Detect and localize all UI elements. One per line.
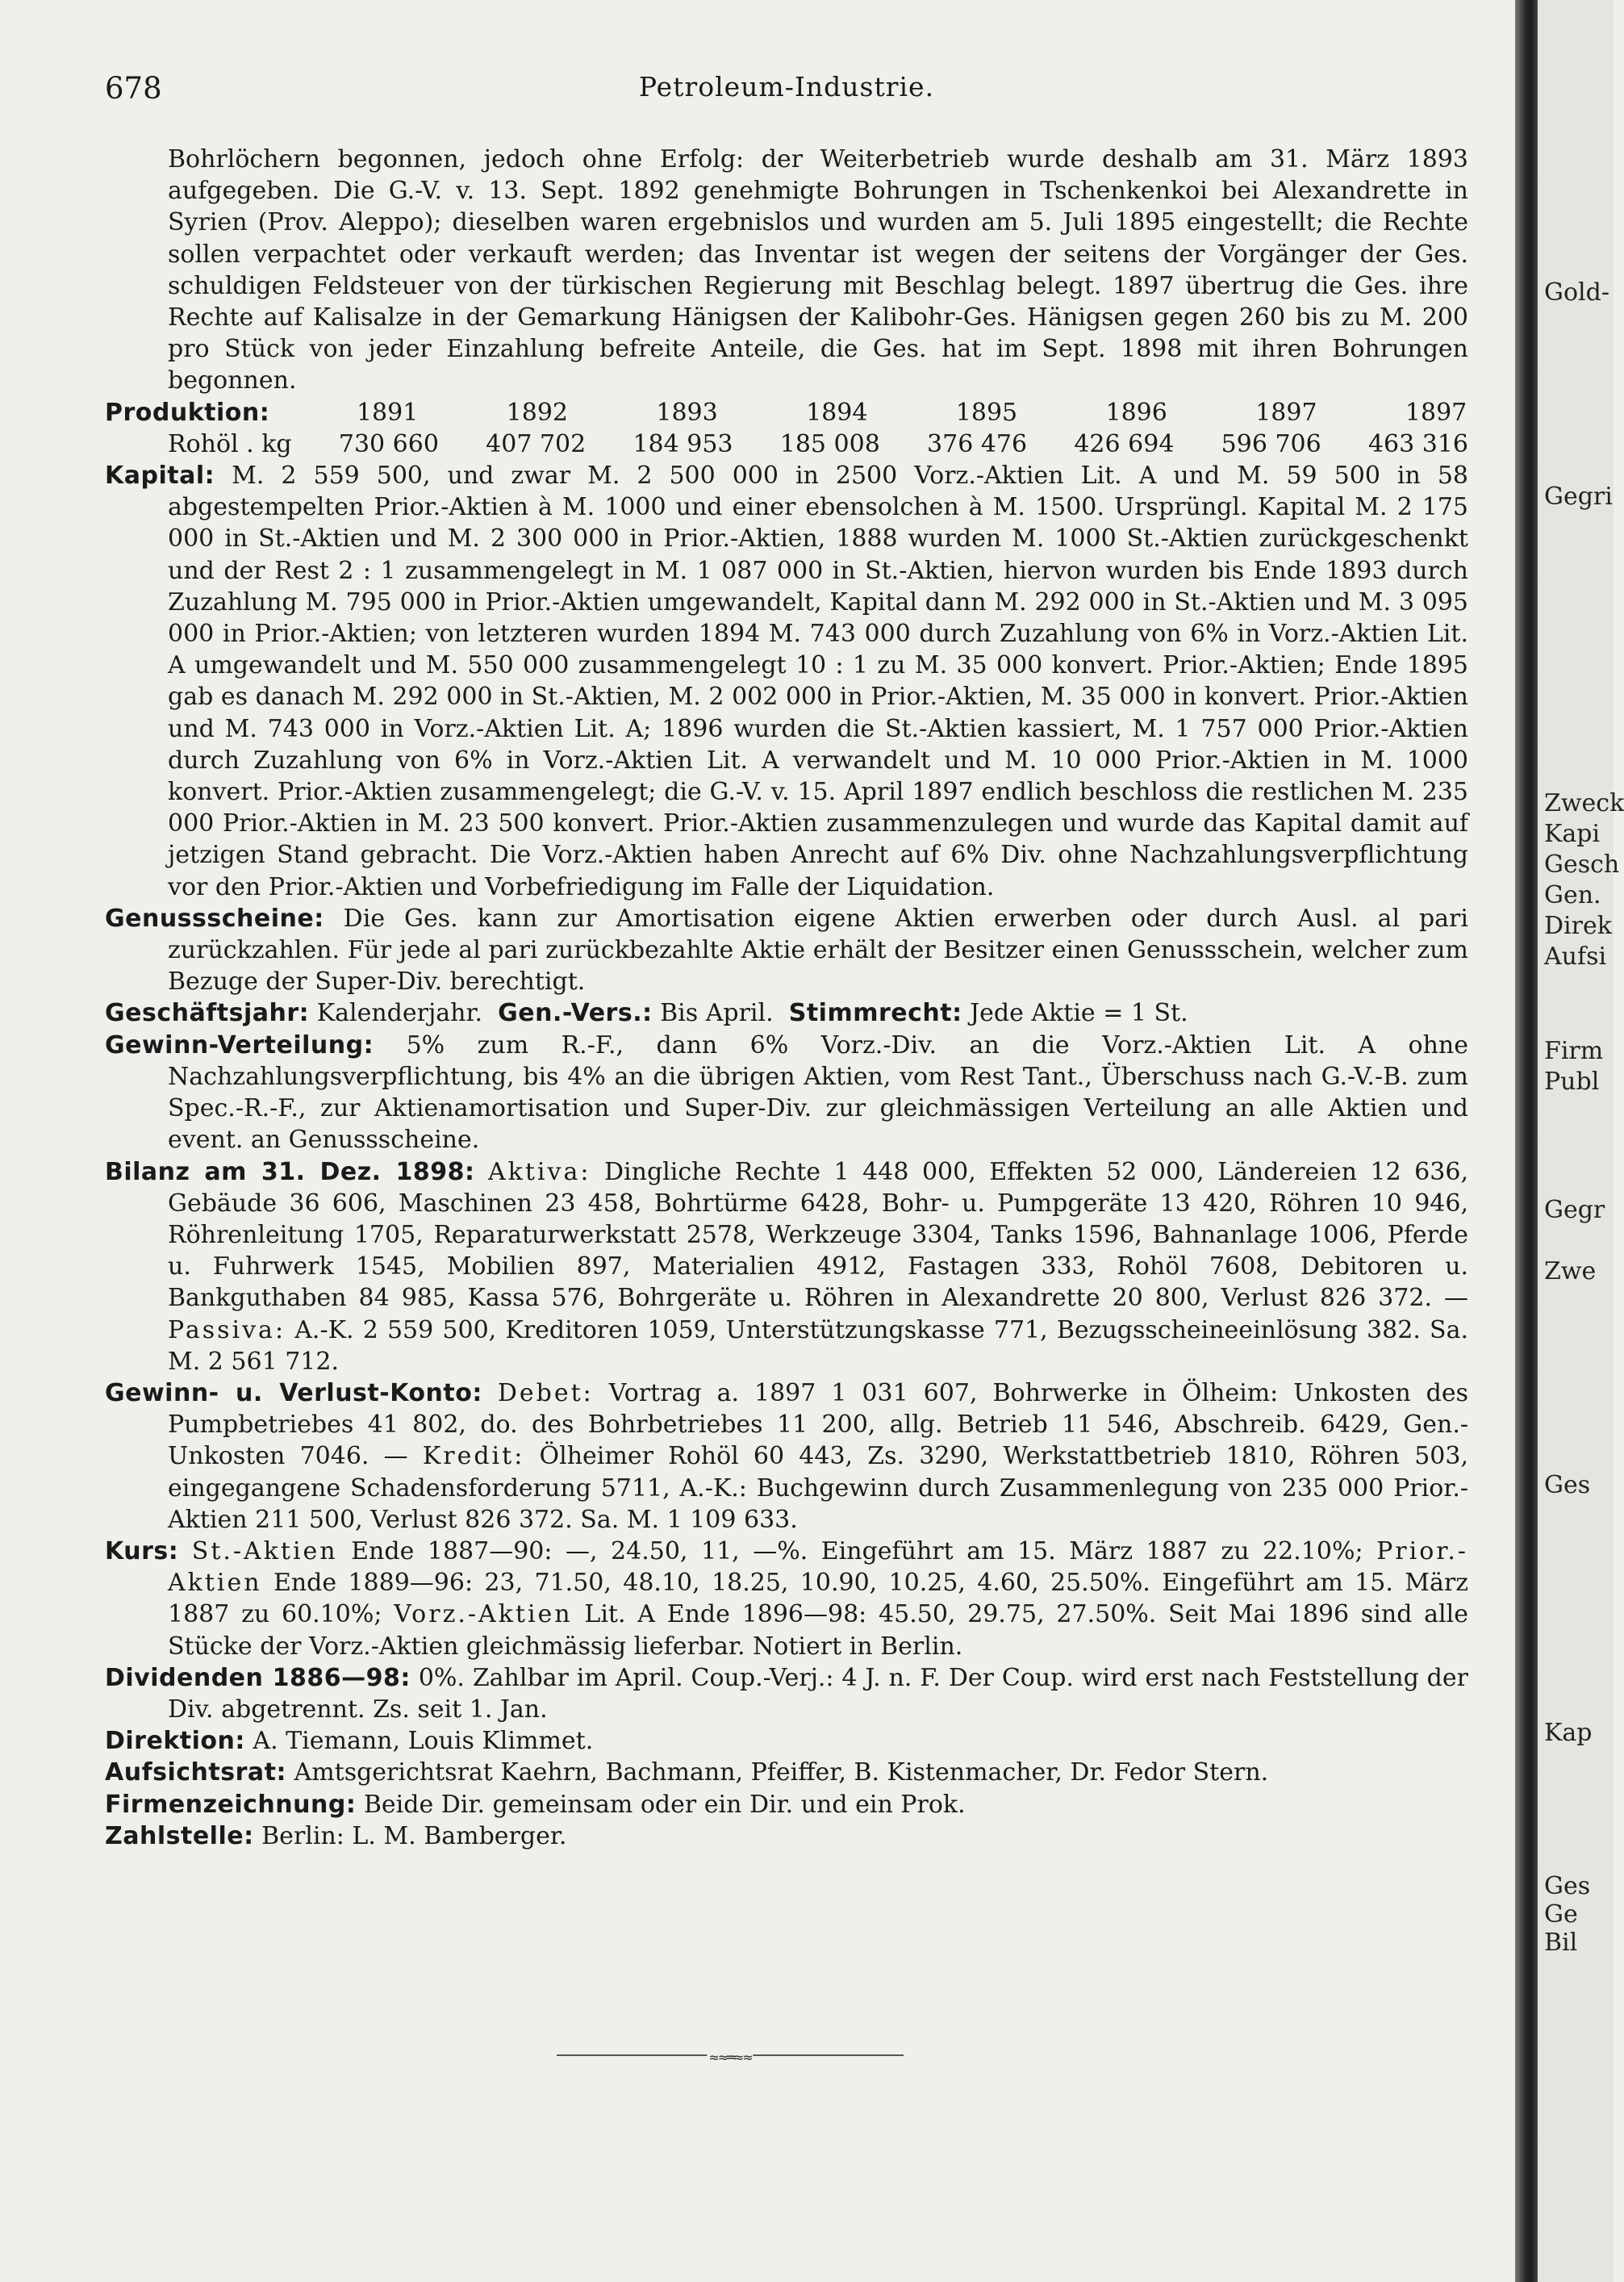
direktion-section (105, 1725, 1468, 1757)
dividenden-label: Dividenden 1886—98: (105, 1663, 411, 1692)
produktion-label: Produktion: (105, 398, 270, 427)
dividenden-section (105, 1662, 1468, 1725)
genussscheine-text: Die Ges. kann zur Amortisation eigene Aktien erwerben oder durch Ausl. al pari zurückzahlen. Für jede al pari zurückbezahlte Aktie erhält der Besitzer einen Genussschein, welcher zum Bezuge der Super-Div. berechtigt. (168, 904, 1468, 997)
kurs-prior-text: Ende 1889—96: 23, 71.50, 48.10, 18.25, 10.90, 10.25, 4.60, 25.50%. Eingeführt am 15. März 1887 zu 60.10%; (168, 1569, 1468, 1629)
value-cell: 730 660 (338, 429, 439, 458)
aufsichtsrat-section (105, 1757, 1468, 1788)
value-cell: 426 694 (1074, 429, 1175, 458)
next-page-fragment: Bil (1544, 1929, 1578, 1957)
next-page-fragment: Direk (1544, 912, 1612, 940)
firmenzeichnung-section (105, 1789, 1468, 1820)
bilanz-label: Bilanz am 31. Dez. 1898: (105, 1157, 475, 1186)
produktion-years-row: Produktion: 1891 1892 1893 1894 1895 1896 1897 1897 (168, 397, 1468, 428)
next-page-fragment: Gesch (1544, 851, 1620, 879)
next-page-fragment: Gen. (1544, 881, 1601, 909)
aufsichtsrat-text: Amtsgerichtsrat Kaehrn, Bachmann, Pfeiffer, B. Kistenmacher, Dr. Fedor Stern. (294, 1758, 1269, 1787)
zahlstelle-text: Berlin: L. M. Bamberger. (261, 1821, 567, 1850)
next-page-fragment: Aufsi (1544, 942, 1607, 971)
firmenzeichnung-label: Firmenzeichnung: (105, 1790, 357, 1819)
next-page-fragment: Gold- (1544, 278, 1609, 307)
next-page-fragment: Zweck (1544, 789, 1624, 817)
value-cell: 596 706 (1221, 429, 1321, 458)
firmenzeichnung-text: Beide Dir. gemeinsam oder ein Dir. und ein Prok. (363, 1790, 966, 1819)
page-number: 678 (105, 71, 162, 106)
aufsichtsrat-label: Aufsichtsrat: (105, 1758, 286, 1787)
value-cell: 376 476 (927, 429, 1028, 458)
next-page-fragment: Gegri (1544, 483, 1613, 511)
debet-text: Vortrag a. 1897 1 031 607, Bohrwerke in Ölheim: Unkosten des Pumpbetriebes 41 802, do. des Bohrbetriebes 11 200, allg. Betrieb 11 546, Abschreib. 6429, Gen.-Unkosten 7046. — (168, 1378, 1468, 1471)
value-cell: 407 702 (486, 429, 587, 458)
next-page-fragment: Publ (1544, 1068, 1600, 1096)
next-page-fragment: Kapi (1544, 820, 1601, 848)
stimmrecht-label: Stimmrecht: (788, 999, 962, 1028)
direktion-label: Direktion: (105, 1727, 245, 1756)
gen-vers-text: Bis April. (660, 999, 774, 1028)
bilanz-section (105, 1156, 1468, 1377)
zahlstelle-label: Zahlstelle: (105, 1821, 254, 1850)
gen-vers-label: Gen.-Vers.: (498, 999, 653, 1028)
book-binding-gutter (1515, 0, 1538, 2282)
value-cell: 185 008 (779, 429, 880, 458)
dividenden-text: 0%. Zahlbar im April. Coup.-Verj.: 4 J. n. F. Der Coup. wird erst nach Feststellung der Div. abgetrennt. Zs. seit 1. Jan. (168, 1663, 1468, 1724)
value-cell: 463 316 (1367, 429, 1468, 458)
genussscheine-section (105, 903, 1468, 998)
direktion-text: A. Tiemann, Louis Klimmet. (253, 1727, 594, 1756)
next-page-fragment: Gegr (1544, 1196, 1605, 1224)
kredit-label: Kredit: (422, 1442, 525, 1471)
aktiva-text: Dingliche Rechte 1 448 000, Effekten 52 000, Ländereien 12 636, Gebäude 36 606, Maschinen 23 458, Bohrtürme 6428, Bohr- u. Pumpgeräte 13 420, Röhren 10 946, Röhrenleitung 1705, Reparaturwerkstatt 2578, Werkzeuge 3304, Tanks 1596, Bahnanlage 1006, Pferde u. Fuhrwerk 1545, Mobilien 897, Materialien 4912, Fastagen 333, Rohöl 7608, Debitoren u. Bankguthaben 84 985, Kassa 576, Bohrgeräte u. Röhren in Alexandrette 20 800, Verlust 826 372. — (168, 1157, 1468, 1313)
debet-label: Debet: (497, 1378, 594, 1407)
page-header (105, 71, 1468, 111)
gewinn-verteilung-text: 5% zum R.-F., dann 6% Vorz.-Div. an die Vorz.-Aktien Lit. A ohne Nachzahlungsverpflichtung, bis 4% an die übrigen Aktien, vom Rest Tant., Überschuss nach G.-V.-B. zum Spec.-R.-F., zur Aktienamortisation und Super-Div. zur gleichmässigen Verteilung an alle Aktien und event. an Genussscheine. (168, 1030, 1468, 1155)
geschaeftsjahr-section (105, 997, 1468, 1029)
gewinn-verlust-label: Gewinn- u. Verlust-Konto: (105, 1378, 482, 1407)
next-page-fragment: Ges (1544, 1471, 1591, 1499)
intro-paragraph: Bohrlöchern begonnen, jedoch ohne Erfolg: der Weiterbetrieb wurde deshalb am 31. März 1893 aufgegeben. Die G.-V. v. 13. Sept. 1892 genehmigte Bohrungen in Tschenkenkoi bei Alexandrette in Syrien (Prov. Aleppo); dieselben waren ergebnislos und wurden am 5. Juli 1895 eingestellt; die Rechte sollen verpachtet oder verkauft werden; das Inventar ist wegen der seitens der Vorgänger der Ges. schuldigen Feldsteuer von der türkischen Regierung mit Beschlag belegt. 1897 übertrug die Ges. ihre Rechte auf Kalisalze in der Gemarkung Hänigsen der Kalibohr-Ges. Hänigsen gegen 260 bis zu M. 200 pro Stück von jeder Einzahlung befreite Anteile, die Ges. hat im Sept. 1898 mit ihren Bohrungen begonnen. (168, 145, 1468, 395)
produktion-row-label: Rohöl . kg (168, 429, 292, 458)
stimmrecht-text: Jede Aktie = 1 St. (970, 999, 1188, 1028)
aktiva-label: Aktiva: (488, 1157, 591, 1186)
gewinn-verlust-section (105, 1377, 1468, 1536)
kredit-text: Ölheimer Rohöl 60 443, Zs. 3290, Werkstattbetrieb 1810, Röhren 503, eingegangene Schadensforderung 5711, A.-K.: Buchgewinn durch Zusammenlegung von 235 000 Prior.-Aktien 211 500, Verlust 826 372. Sa. M. 1 109 633. (168, 1442, 1468, 1534)
running-title: Petroleum-Industrie. (638, 71, 935, 102)
kurs-vorz-label: Vorz.-Aktien (394, 1600, 573, 1629)
gewinn-verteilung-section (105, 1030, 1468, 1156)
kurs-vorz-text: Lit. A Ende 1896—98: 45.50, 29.75, 27.50%. Seit Mai 1896 sind alle Stücke der Vorz.-Aktien gleichmässig lieferbar. Notiert in Berlin. (168, 1600, 1468, 1661)
next-page-fragment: Firm (1544, 1037, 1604, 1065)
geschaeftsjahr-text: Kalenderjahr. (316, 999, 483, 1028)
passiva-text: A.-K. 2 559 500, Kreditoren 1059, Unterstützungskasse 771, Bezugsscheineeinlösung 382. Sa. M. 2 561 712. (168, 1315, 1469, 1376)
zahlstelle-section (105, 1820, 1468, 1852)
next-page-fragment: Ge (1544, 1900, 1578, 1929)
next-page-fragment: Ges (1544, 1872, 1591, 1900)
passiva-label: Passiva: (168, 1315, 286, 1344)
next-page-fragment: Kap (1544, 1719, 1593, 1747)
value-cell: 184 953 (632, 429, 733, 458)
kapital-label: Kapital: (105, 462, 215, 491)
kurs-section (105, 1536, 1468, 1662)
body-text (105, 144, 1468, 1852)
next-page-fragment: Zwe (1544, 1257, 1597, 1285)
genussscheine-label: Genussscheine: (105, 904, 324, 933)
produktion-values-row (168, 428, 1468, 460)
kurs-label: Kurs: (105, 1536, 179, 1565)
divider-flourish-icon: ≈≈═≈≈ (708, 2050, 752, 2065)
kurs-st-text: Ende 1887—90: —, 24.50, 11, —%. Eingeführt am 15. März 1887 zu 22.10%; (351, 1536, 1363, 1565)
kapital-text: M. 2 559 500, und zwar M. 2 500 000 in 2500 Vorz.-Aktien Lit. A und M. 59 500 in 58 abgestempelten Prior.-Aktien à M. 1000 und einer ebensolchen à M. 1500. Ursprüngl. Kapital M. 2 175 000 in St.-Aktien und M. 2 300 000 in Prior.-Aktien, 1888 wurden M. 1000 St.-Aktien zurückgeschenkt und der Rest 2 : 1 zusammengelegt in M. 1 087 000 in St.-Aktien, hiervon wurden bis Ende 1893 durch Zuzahlung M. 795 000 in Prior.-Aktien umgewandelt, Kapital dann M. 292 000 in St.-Aktien und M. 3 095 000 in Prior.-Aktien; von letzteren wurden 1894 M. 743 000 durch Zuzahlung von 6% in Vorz.-Aktien Lit. A umgewandelt und M. 550 000 zusammengelegt 10 : 1 zu M. 35 000 konvert. Prior.-Aktien; Ende 1895 gab es danach M. 292 000 in St.-Aktien, M. 2 002 000 in Prior.-Aktien, M. 35 000 in konvert. Prior.-Aktien und M. 743 000 in Vorz.-Aktien Lit. A; 1896 wurden die St.-Aktien kassiert, M. 1 757 000 Prior.-Aktien durch Zuzahlung von 6% in Vorz.-Aktien Lit. A verwandelt und M. 10 000 Prior.-Aktien in M. 1000 konvert. Prior.-Aktien zusammengelegt; die G.-V. v. 15. April 1897 endlich beschloss die restlichen M. 235 000 Prior.-Aktien in M. 23 500 konvert. Prior.-Aktien zusammenzulegen und wurde das Kapital damit auf jetzigen Stand gebracht. Die Vorz.-Aktien haben Anrecht auf 6% Div. ohne Nachzahlungsverpflichtung vor den Prior.-Aktien und Vorbefriedigung im Falle der Liquidation. (168, 462, 1468, 901)
geschaeftsjahr-label: Geschäftsjahr: (105, 999, 310, 1028)
kurs-prior-label: Prior.-Aktien (168, 1536, 1468, 1598)
produktion-section (105, 397, 1468, 460)
section-divider-ornament (557, 2050, 904, 2065)
kapital-section (105, 460, 1468, 903)
kurs-st-label: St.-Aktien (191, 1536, 338, 1565)
gewinn-verteilung-label: Gewinn-Verteilung: (105, 1030, 374, 1060)
adjacent-page-edge (1538, 0, 1624, 2282)
